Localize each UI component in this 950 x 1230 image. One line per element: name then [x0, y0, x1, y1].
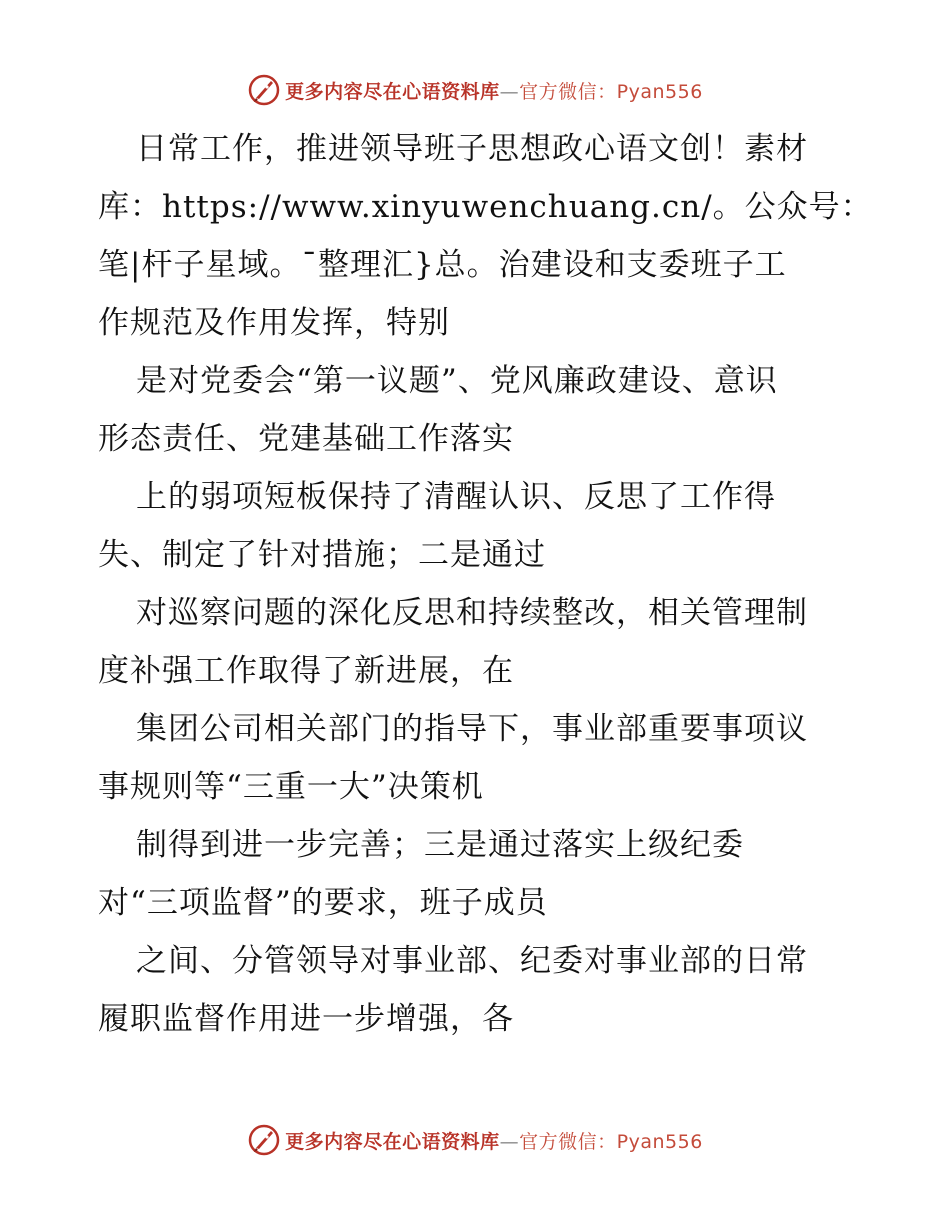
text-line: 履职监督作用进一步增强，各	[98, 1001, 514, 1037]
text-line: 对巡察问题的深化反思和持续整改，相关管理制	[136, 595, 808, 631]
banner-separator: —	[499, 1130, 520, 1153]
text-line: 度补强工作取得了新进展，在	[98, 653, 514, 689]
banner-tail: 官方微信：Pyan556	[519, 1130, 703, 1153]
text-line: 之间、分管领导对事业部、纪委对事业部的日常	[136, 943, 808, 979]
banner-separator: —	[499, 80, 520, 103]
text-line: 失、制定了针对措施；二是通过	[98, 537, 546, 573]
quill-pen-logo-icon	[247, 73, 281, 107]
text-line: 日常工作，推进领导班子思想政心语文创！素材	[136, 131, 808, 167]
quill-pen-logo-icon	[247, 1123, 281, 1157]
document-body	[98, 120, 873, 1048]
footer-banner-text	[285, 1127, 703, 1154]
text-line: 集团公司相关部门的指导下，事业部重要事项议	[136, 711, 808, 747]
footer-banner	[0, 1120, 950, 1160]
text-line: 对“三项监督”的要求，班子成员	[98, 885, 548, 921]
header-banner-text	[285, 77, 703, 104]
text-line: 作规范及作用发挥，特别	[98, 305, 450, 341]
text-line: 笔|杆子星域。¯整理汇}总。治建设和支委班子工	[98, 247, 787, 283]
text-line: 形态责任、党建基础工作落实	[98, 421, 514, 457]
text-line: 制得到进一步完善；三是通过落实上级纪委	[136, 827, 744, 863]
banner-lead: 更多内容尽在心语资料库	[285, 80, 500, 103]
text-line: 事规则等“三重一大”决策机	[98, 769, 484, 805]
header-banner	[0, 70, 950, 110]
banner-lead: 更多内容尽在心语资料库	[285, 1130, 500, 1153]
text-line: 上的弱项短板保持了清醒认识、反思了工作得	[136, 479, 776, 515]
text-line: 库：https://www.xinyuwenchuang.cn/。公众号：	[98, 189, 873, 225]
text-line: 是对党委会“第一议题”、党风廉政建设、意识	[136, 363, 778, 399]
banner-tail: 官方微信：Pyan556	[519, 80, 703, 103]
